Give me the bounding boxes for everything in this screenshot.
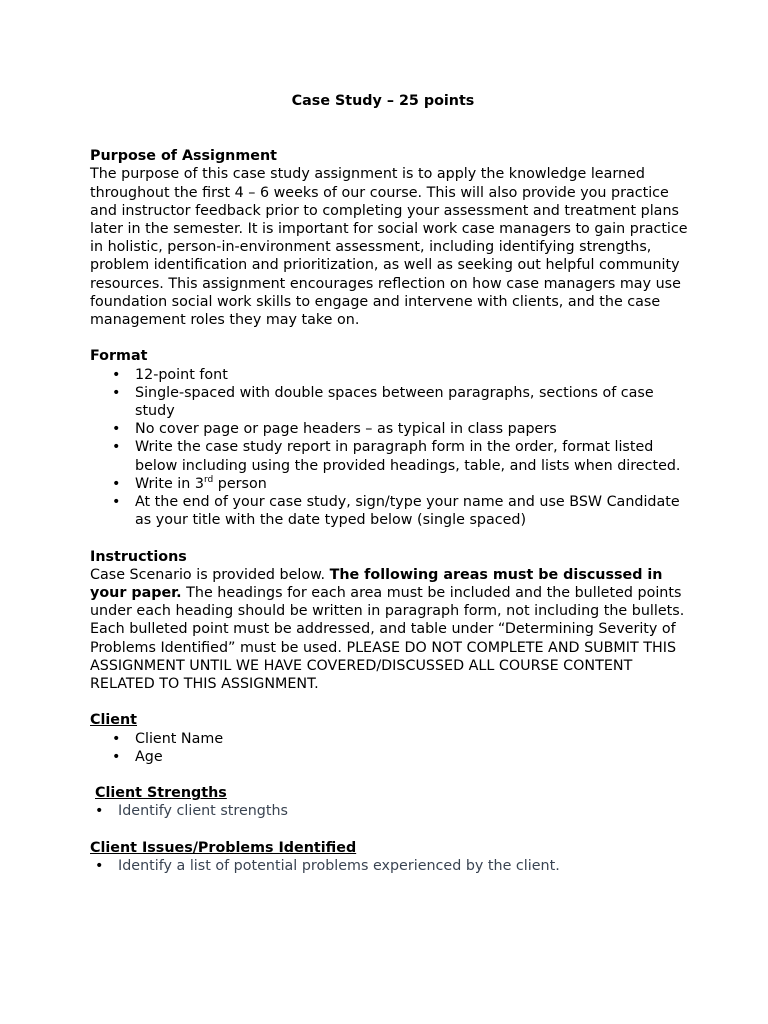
bullet-icon: • (95, 858, 104, 875)
instructions-heading: Instructions (90, 548, 187, 565)
list-item: • No cover page or page headers – as typical in class papers (112, 421, 557, 438)
list-item: • Identify a list of potential problems experienced by the client. (95, 858, 560, 875)
bullet-icon: • (112, 384, 121, 401)
list-item: • Write in 3rd person (112, 475, 267, 492)
strengths-list (90, 802, 690, 820)
list-item: • Client Name (112, 730, 224, 747)
bullet-icon: • (112, 475, 121, 492)
client-heading: Client (90, 712, 138, 729)
client-list (90, 730, 690, 766)
bullet-icon: • (112, 748, 121, 765)
purpose-heading: Purpose of Assignment (90, 148, 277, 165)
document-title: Case Study – 25 points (291, 93, 475, 109)
instructions-body: Case Scenario is provided below. The following areas must be discussed in your paper. The headings for each area must be included and the bulleted points under each heading should be written in paragraph form, not including the bullets. Each bulleted point must be addressed, and table under “Determining Severity of Problems Identified” must be used. PLEASE DO NOT COMPLETE AND SUBMIT THIS ASSIGNMENT UNTIL WE HAVE COVERED/DISCUSSED ALL COURSE CONTENT RELATED TO THIS ASSIGNMENT. (90, 566, 685, 693)
bullet-icon: • (112, 439, 121, 456)
problems-heading: Client Issues/Problems Identified (90, 839, 357, 856)
list-item: • Identify client strengths (95, 803, 288, 820)
list-item: • At the end of your case study, sign/type your name and use BSW Candidate as your title with the date typed below (single spaced) (112, 494, 680, 529)
list-item: • Single-spaced with double spaces between paragraphs, sections of case study (112, 384, 654, 420)
list-item: • Write the case study report in paragraph form in the order, format listed below including using the provided headings, table, and lists when directed. (112, 439, 681, 474)
list-item: • Age (112, 748, 163, 765)
document-content (90, 92, 690, 875)
bullet-icon: • (95, 803, 104, 820)
format-list (90, 366, 690, 530)
bullet-icon: • (112, 366, 121, 383)
list-item: • 12-point font (112, 366, 228, 383)
bullet-icon: • (112, 730, 121, 747)
purpose-body: The purpose of this case study assignment is to apply the knowledge learned throughout the first 4 – 6 weeks of our course. This will also provide you practice and instructor feedback prior to completing your assessment and treatment plans later in the semester. It is important for social work case managers to gain practice in holistic, person-in-environment assessment, including identifying strengths, problem identification and prioritization, as well as seeking out helpful community resources. This assignment encourages reflection on how case managers may use foundation social work skills to engage and intervene with clients, and the case management roles they may take on. (90, 166, 688, 329)
format-heading: Format (90, 348, 148, 365)
strengths-heading: Client Strengths (95, 785, 227, 802)
bullet-icon: • (112, 494, 121, 511)
problems-list (90, 857, 690, 875)
bullet-icon: • (112, 421, 121, 438)
